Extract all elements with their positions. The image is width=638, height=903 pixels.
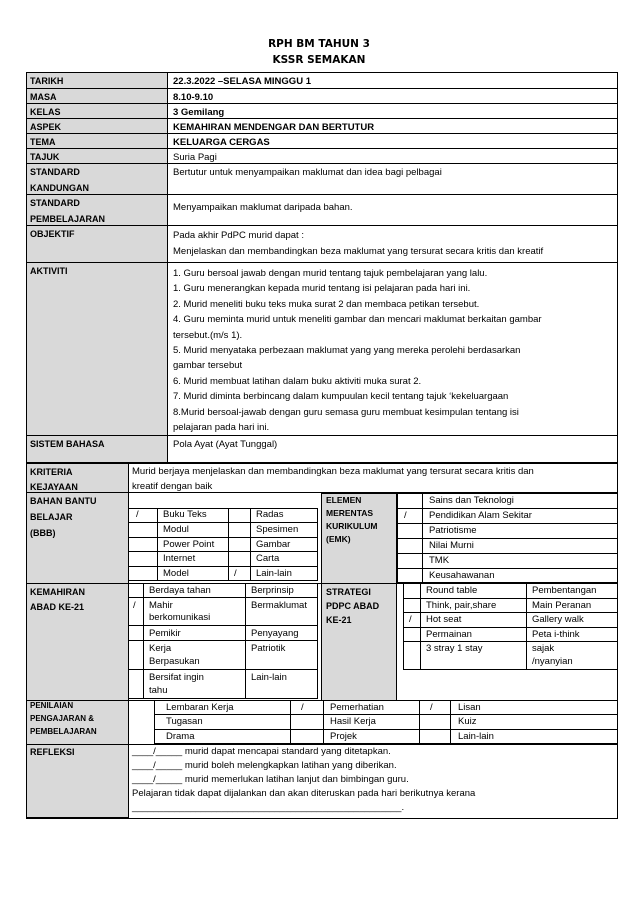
document-subtitle: KSSR SEMAKAN xyxy=(272,54,366,66)
penilaian-item: Lain-lain xyxy=(458,731,494,742)
aktiviti-line: 2. Murid meneliti buku teks muka surat 2 dan membaca petikan tersebut. xyxy=(173,298,480,310)
strategi-item: sajak xyxy=(532,643,555,654)
label-bahan-3: (BBB) xyxy=(30,528,56,538)
aktiviti-line: 7. Murid diminta berbincang dalam kumpuulan kecil tentang tajuk ‘kekeluargaan xyxy=(173,391,509,403)
aktiviti-line: pelajaran pada hari ini. xyxy=(173,422,270,434)
abad-item: Penyayang xyxy=(251,628,299,639)
emk-mark: / xyxy=(404,510,407,521)
bahan-item: Gambar xyxy=(256,539,291,550)
aktiviti-line: 4. Guru meminta murid untuk meneliti gambar dan mencari maklumat berkaitan gambar xyxy=(173,314,542,326)
penilaian-item: Pemerhatian xyxy=(330,702,384,713)
emk-item: Patriotisme xyxy=(429,525,477,536)
label-abad-1: KEMAHIRAN xyxy=(30,587,85,597)
penilaian-item: Lisan xyxy=(458,702,481,713)
label-strategi-3: KE-21 xyxy=(326,615,352,625)
abad-item: Bersifat ingin xyxy=(149,672,204,683)
aktiviti-line: 1. Guru bersoal jawab dengan murid tentang tajuk pembelajaran yang lalu. xyxy=(173,268,488,279)
bahan-mark: / xyxy=(136,509,139,520)
row-objektif xyxy=(26,225,618,262)
emk-item: Keusahawanan xyxy=(429,570,495,581)
label-kelas: KELAS xyxy=(27,104,168,118)
label-kriteria-1: KRITERIA xyxy=(30,467,73,477)
label-objektif: OBJEKTIF xyxy=(27,226,168,262)
label-line: PEMBELAJARAN xyxy=(30,214,106,224)
refleksi-line: ____/_____ murid dapat mencapai standard yang ditetapkan. xyxy=(132,746,391,757)
label-penilaian-1: PENILAIAN xyxy=(30,701,74,710)
label-abad-2: ABAD KE-21 xyxy=(30,602,85,612)
emk-item: TMK xyxy=(429,555,450,566)
value-objektif xyxy=(168,226,617,262)
strategi-item: Think, pair,share xyxy=(426,600,497,611)
label-sistem-bahasa: SISTEM BAHASA xyxy=(27,436,168,462)
label-emk-1: ELEMEN xyxy=(326,495,362,505)
objektif-line: Pada akhir PdPC murid dapat : xyxy=(173,230,304,241)
value-aspek: KEMAHIRAN MENDENGAR DAN BERTUTUR xyxy=(173,122,375,133)
row-sistem-bahasa xyxy=(26,435,618,463)
refleksi-line: ____/_____ murid boleh melengkapkan latihan yang diberikan. xyxy=(132,760,397,771)
document-title: RPH BM TAHUN 3 xyxy=(268,38,370,50)
label-emk-4: (EMK) xyxy=(326,534,351,544)
label-penilaian-3: PEMBELAJARAN xyxy=(30,727,97,736)
label-kriteria-2: KEJAYAAN xyxy=(30,482,78,492)
value-masa: 8.10-9.10 xyxy=(173,92,214,103)
strategi-item: Main Peranan xyxy=(532,600,592,611)
bahan-item: Power Point xyxy=(163,539,215,550)
bahan-item: Lain-lain xyxy=(256,568,292,579)
label-bahan-1: BAHAN BANTU xyxy=(30,496,97,506)
label-emk-3: KURIKULUM xyxy=(326,521,378,531)
penilaian-item: Kuiz xyxy=(458,716,477,727)
penilaian-mark: / xyxy=(430,702,433,713)
label-standard-kandungan xyxy=(27,164,168,194)
label-line: STANDARD xyxy=(30,198,80,208)
abad-item: Pemikir xyxy=(149,628,181,639)
abad-item: Lain-lain xyxy=(251,672,287,683)
strategi-item: /nyanyian xyxy=(532,656,573,667)
label-tajuk: TAJUK xyxy=(27,149,168,163)
bahan-item: Buku Teks xyxy=(163,509,207,520)
kriteria-line-1: Murid berjaya menjelaskan dan membandingkan beza maklumat yang tersurat secara kritis dan xyxy=(132,466,534,477)
bahan-mark: / xyxy=(234,568,237,579)
label-emk-2: MERENTAS xyxy=(326,508,374,518)
penilaian-item: Drama xyxy=(166,731,195,742)
aktiviti-line: gambar tersebut xyxy=(173,360,243,372)
abad-mark: / xyxy=(133,600,136,611)
refleksi-line: ___________________________________________________. xyxy=(132,802,405,813)
label-strategi-2: PDPC ABAD xyxy=(326,601,380,611)
label-refleksi: REFLEKSI xyxy=(30,747,75,757)
value-text: Menyampaikan maklumat daripada bahan. xyxy=(173,202,353,213)
abad-item: Bermaklumat xyxy=(251,600,307,611)
strategi-item: Hot seat xyxy=(426,614,462,625)
refleksi-line: ____/_____ murid memerlukan latihan lanjut dan bimbingan guru. xyxy=(132,774,409,785)
value-aktiviti xyxy=(168,263,617,435)
label-tarikh: TARIKH xyxy=(27,73,168,88)
strategi-item: Pembentangan xyxy=(532,585,597,596)
aktiviti-line: 1. Guru menerangkan kepada murid tentang isi pelajaran pada hari ini. xyxy=(173,283,471,295)
abad-item: Mahir xyxy=(149,600,173,611)
abad-item: Berdaya tahan xyxy=(149,585,211,596)
row-tema xyxy=(26,133,618,148)
row-kelas xyxy=(26,103,618,118)
bahan-item: Internet xyxy=(163,553,196,564)
abad-item: Kerja xyxy=(149,643,172,654)
label-penilaian-2: PENGAJARAN & xyxy=(30,714,95,723)
penilaian-mark: / xyxy=(301,702,304,713)
abad-item: tahu xyxy=(149,685,168,696)
label-aktiviti: AKTIVITI xyxy=(27,263,168,435)
abad-item: Berprinsip xyxy=(251,585,294,596)
label-strategi-1: STRATEGI xyxy=(326,587,371,597)
label-aspek: ASPEK xyxy=(27,119,168,133)
label-masa: MASA xyxy=(27,89,168,103)
penilaian-item: Lembaran Kerja xyxy=(166,702,234,713)
value-tema: KELUARGA CERGAS xyxy=(173,137,270,148)
value-kelas: 3 Gemilang xyxy=(173,107,225,118)
penilaian-item: Tugasan xyxy=(166,716,203,727)
aktiviti-line: 8.Murid bersoal-jawab dengan guru semasa guru membuat kesimpulan tentang isi xyxy=(173,406,519,418)
penilaian-item: Hasil Kerja xyxy=(330,716,376,727)
label-line: STANDARD xyxy=(30,167,80,177)
row-aspek xyxy=(26,118,618,133)
emk-item: Sains dan Teknologi xyxy=(429,495,514,506)
bahan-item: Spesimen xyxy=(256,524,299,535)
penilaian-item: Projek xyxy=(330,731,357,742)
refleksi-line: Pelajaran tidak dapat dijalankan dan akan diteruskan pada hari berikutnya kerana xyxy=(132,788,476,799)
abad-item: Patriotik xyxy=(251,643,286,654)
bahan-item: Model xyxy=(163,568,189,579)
value-sistem-bahasa: Pola Ayat (Ayat Tunggal) xyxy=(173,439,278,450)
aktiviti-line: 6. Murid membuat latihan dalam buku aktiviti muka surat 2. xyxy=(173,375,422,387)
value-standard-kandungan: Bertutur untuk menyampaikan maklumat dan idea bagi pelbagai xyxy=(173,167,442,178)
strategi-item: Gallery walk xyxy=(532,614,584,625)
label-bahan-2: BELAJAR xyxy=(30,512,73,522)
label-line: KANDUNGAN xyxy=(30,183,89,193)
strategi-item: Round table xyxy=(426,585,478,596)
label-standard-pembelajaran xyxy=(27,195,168,225)
value-tajuk: Suria Pagi xyxy=(173,152,217,163)
strategi-item: 3 stray 1 stay xyxy=(426,643,483,654)
row-tajuk xyxy=(26,148,618,163)
strategi-mark: / xyxy=(409,614,412,625)
row-masa xyxy=(26,88,618,103)
kriteria-line-2: kreatif dengan baik xyxy=(132,481,213,492)
abad-item: berkomunikasi xyxy=(149,612,211,623)
label-tema: TEMA xyxy=(27,134,168,148)
row-aktiviti xyxy=(26,262,618,435)
objektif-line: Menjelaskan dan membandingkan beza maklumat yang tersurat secara kritis dan kreatif xyxy=(173,246,544,257)
value-tarikh: 22.3.2022 –SELASA MINGGU 1 xyxy=(173,76,311,87)
value-standard-pembelajaran xyxy=(168,195,617,225)
bottom-section-frame xyxy=(26,463,618,819)
abad-item: Berpasukan xyxy=(149,656,200,667)
emk-item: Pendidikan Alam Sekitar xyxy=(429,510,532,521)
bahan-item: Radas xyxy=(256,509,284,520)
row-tarikh xyxy=(26,72,618,88)
row-standard-pembelajaran xyxy=(26,194,618,225)
bahan-item: Modul xyxy=(163,524,189,535)
aktiviti-line: tersebut.(m/s 1). xyxy=(173,329,243,341)
strategi-item: Permainan xyxy=(426,629,472,640)
emk-item: Nilai Murni xyxy=(429,540,474,551)
bahan-item: Carta xyxy=(256,553,280,564)
row-standard-kandungan xyxy=(26,163,618,194)
strategi-item: Peta i-think xyxy=(532,629,580,640)
aktiviti-line: 5. Murid menyataka perbezaan maklumat yang yang mereka perolehi berdasarkan xyxy=(173,345,521,357)
